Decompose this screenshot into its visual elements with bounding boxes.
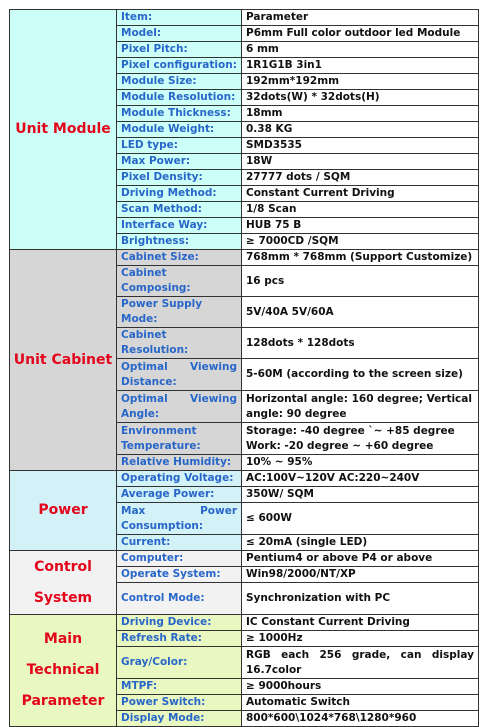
spec-label: Driving Device:	[117, 615, 242, 631]
spec-value: ≥ 1000Hz	[242, 631, 479, 647]
spec-value: Automatic Switch	[242, 695, 479, 711]
spec-value: 10% ~ 95%	[242, 455, 479, 471]
spec-label: Max Power Consumption:	[117, 503, 242, 535]
spec-label: Display Mode:	[117, 711, 242, 727]
spec-label: Power Switch:	[117, 695, 242, 711]
spec-value: ≤ 600W	[242, 503, 479, 535]
spec-label: Brightness:	[117, 234, 242, 250]
spec-value: HUB 75 B	[242, 218, 479, 234]
spec-label: Control Mode:	[117, 583, 242, 615]
spec-label: Model:	[117, 26, 242, 42]
spec-row	[10, 551, 479, 567]
spec-label: Interface Way:	[117, 218, 242, 234]
spec-value: Win98/2000/NT/XP	[242, 567, 479, 583]
spec-label: Current:	[117, 535, 242, 551]
spec-label: Cabinet Size:	[117, 250, 242, 266]
spec-value: Synchronization with PC	[242, 583, 479, 615]
spec-label: Module Thickness:	[117, 106, 242, 122]
section-label-unit-cabinet: Unit Cabinet	[10, 250, 117, 471]
spec-value: 27777 dots / SQM	[242, 170, 479, 186]
spec-label: Average Power:	[117, 487, 242, 503]
spec-label: Scan Method:	[117, 202, 242, 218]
spec-label: Environment Temperature:	[117, 423, 242, 455]
spec-value: 350W/ SQM	[242, 487, 479, 503]
spec-label: Power Supply Mode:	[117, 297, 242, 328]
spec-label: Relative Humidity:	[117, 455, 242, 471]
spec-label: Pixel Density:	[117, 170, 242, 186]
spec-label: Refresh Rate:	[117, 631, 242, 647]
spec-row	[10, 615, 479, 631]
spec-value: ≥ 7000CD /SQM	[242, 234, 479, 250]
spec-value: Constant Current Driving	[242, 186, 479, 202]
spec-label: Item:	[117, 10, 242, 26]
spec-value: ≥ 9000hours	[242, 679, 479, 695]
spec-value: RGB each 256 grade, can display 16.7color	[242, 647, 479, 679]
spec-value: P6mm Full color outdoor led Module	[242, 26, 479, 42]
spec-table	[9, 9, 479, 727]
spec-value: 18W	[242, 154, 479, 170]
spec-label: Module Weight:	[117, 122, 242, 138]
spec-value: 800*600\1024*768\1280*960	[242, 711, 479, 727]
spec-label: Pixel Pitch:	[117, 42, 242, 58]
spec-value: 5V/40A 5V/60A	[242, 297, 479, 328]
spec-label: Module Size:	[117, 74, 242, 90]
spec-value: Parameter	[242, 10, 479, 26]
spec-label: Driving Method:	[117, 186, 242, 202]
section-label-unit-module: Unit Module	[10, 10, 117, 250]
spec-label: Cabinet Composing:	[117, 266, 242, 297]
spec-label: Max Power:	[117, 154, 242, 170]
spec-value: 1R1G1B 3in1	[242, 58, 479, 74]
spec-row	[10, 471, 479, 487]
spec-value: IC Constant Current Driving	[242, 615, 479, 631]
spec-value: SMD3535	[242, 138, 479, 154]
spec-label: Optimal Viewing Angle:	[117, 391, 242, 423]
spec-label: Operate System:	[117, 567, 242, 583]
section-label-power: Power	[10, 471, 117, 551]
spec-label: LED type:	[117, 138, 242, 154]
spec-value: Pentium4 or above P4 or above	[242, 551, 479, 567]
spec-value: Storage: -40 degree `~ +85 degree Work: -20 degree ~ +60 degree	[242, 423, 479, 455]
spec-value: 5-60M (according to the screen size)	[242, 359, 479, 391]
spec-label: Pixel configuration:	[117, 58, 242, 74]
spec-label: MTPF:	[117, 679, 242, 695]
spec-value: AC:100V~120V AC:220~240V	[242, 471, 479, 487]
spec-label: Optimal Viewing Distance:	[117, 359, 242, 391]
spec-value: 16 pcs	[242, 266, 479, 297]
spec-label: Operating Voltage:	[117, 471, 242, 487]
spec-label: Gray/Color:	[117, 647, 242, 679]
spec-value: Horizontal angle: 160 degree; Vertical angle: 90 degree	[242, 391, 479, 423]
spec-value: 128dots * 128dots	[242, 328, 479, 359]
spec-value: 192mm*192mm	[242, 74, 479, 90]
spec-row	[10, 10, 479, 26]
spec-value: ≤ 20mA (single LED)	[242, 535, 479, 551]
spec-value: 32dots(W) * 32dots(H)	[242, 90, 479, 106]
spec-row	[10, 250, 479, 266]
section-label-main: Main Technical Parameter	[10, 615, 117, 727]
spec-value: 768mm * 768mm (Support Customize)	[242, 250, 479, 266]
spec-value: 18mm	[242, 106, 479, 122]
spec-label: Computer:	[117, 551, 242, 567]
section-label-control: Control System	[10, 551, 117, 615]
spec-value: 1/8 Scan	[242, 202, 479, 218]
spec-label: Cabinet Resolution:	[117, 328, 242, 359]
spec-value: 0.38 KG	[242, 122, 479, 138]
spec-value: 6 mm	[242, 42, 479, 58]
spec-label: Module Resolution:	[117, 90, 242, 106]
